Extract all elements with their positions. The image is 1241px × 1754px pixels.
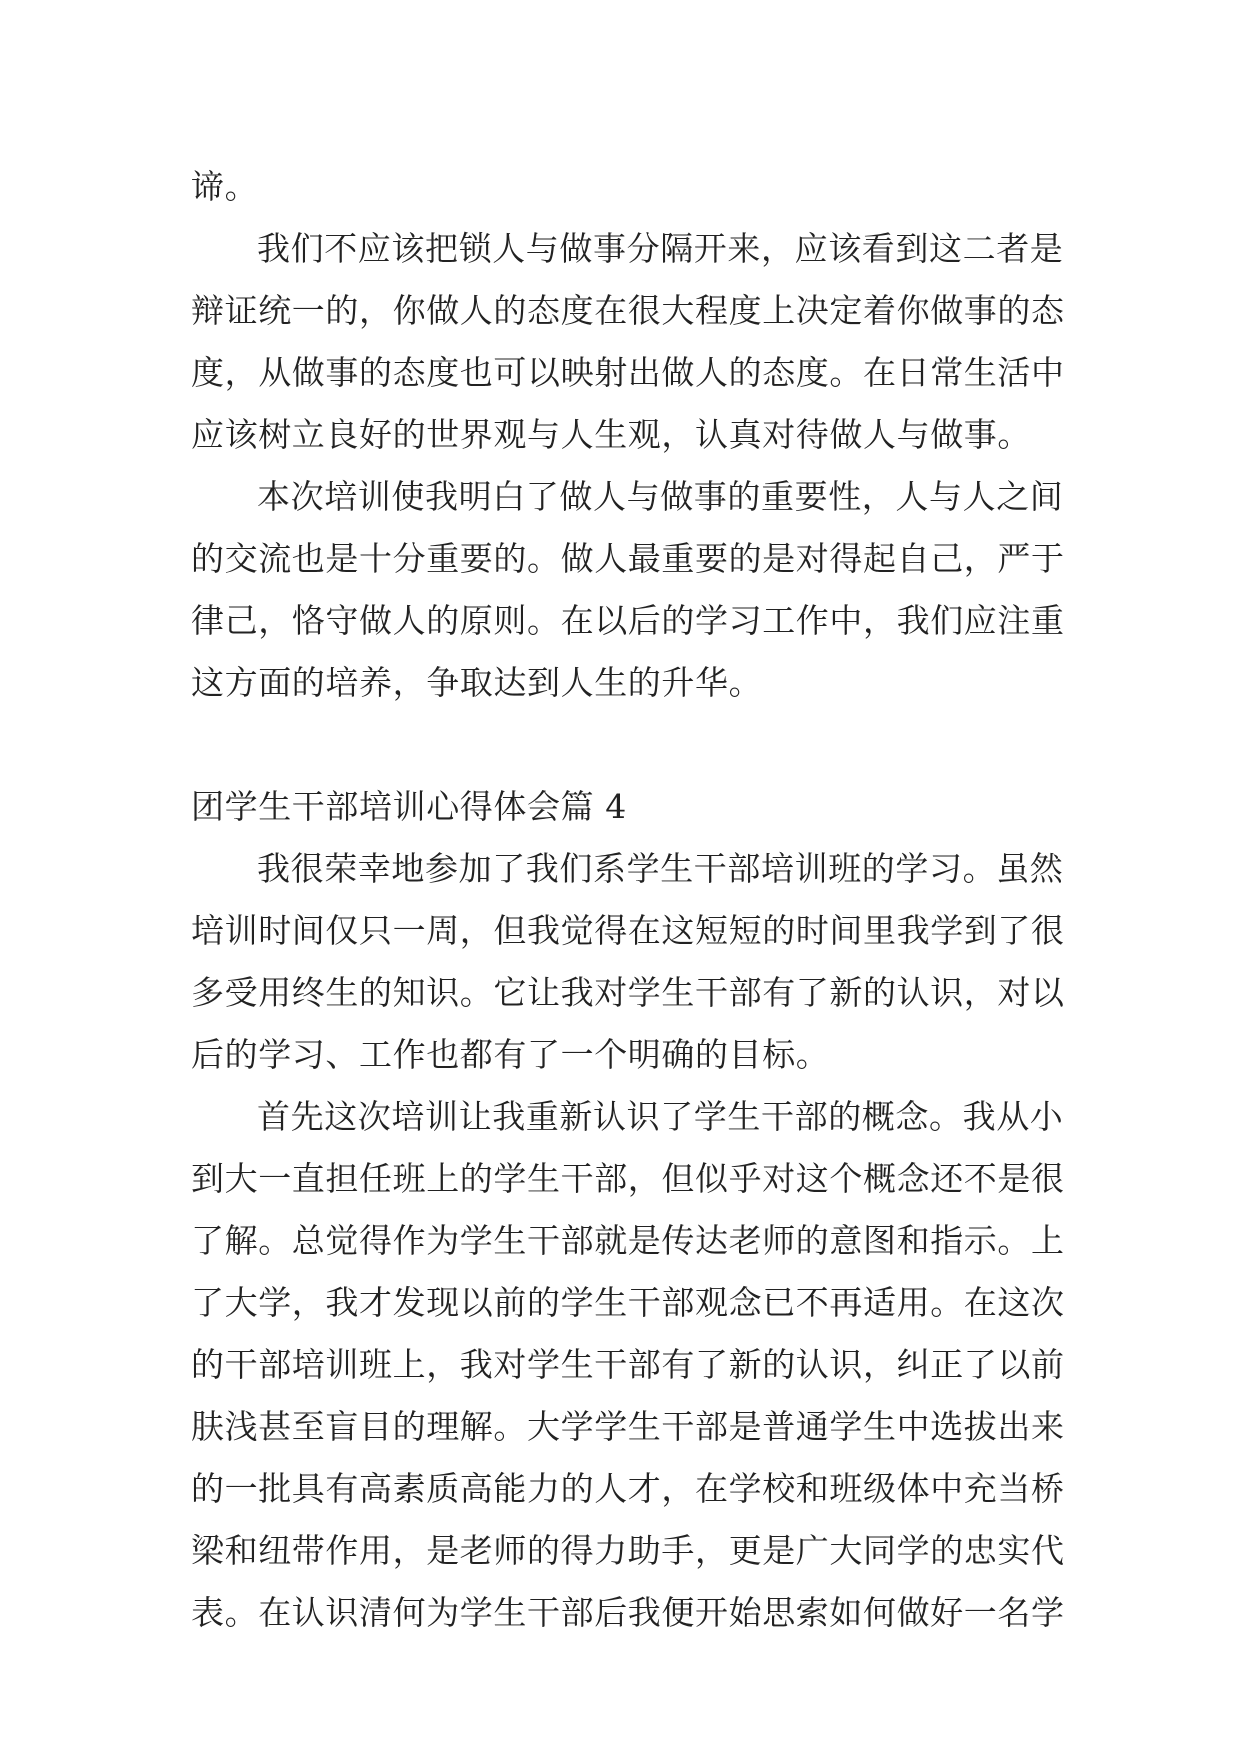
paragraph-line: 本次培训使我明白了做人与做事的重要性，人与人之间 [257,477,1064,516]
paragraph-line: 的交流也是十分重要的。做人最重要的是对得起自己，严于 [191,539,1065,578]
section-gap [191,714,1061,776]
paragraph-line: 到大一直担任班上的学生干部，但似乎对这个概念还不是很 [191,1159,1065,1198]
document-body [191,156,1065,1644]
paragraph-line: 了大学，我才发现以前的学生干部观念已不再适用。在这次 [191,1283,1065,1322]
paragraph-line: 我们不应该把锁人与做事分隔开来，应该看到这二者是 [257,229,1064,268]
paragraph-line: 的干部培训班上，我对学生干部有了新的认识，纠正了以前 [191,1345,1065,1384]
paragraph-line: 肤浅甚至盲目的理解。大学学生干部是普通学生中选拔出来 [191,1407,1065,1446]
paragraph-line: 了解。总觉得作为学生干部就是传达老师的意图和指示。上 [191,1221,1065,1260]
paragraph-line: 的一批具有高素质高能力的人才，在学校和班级体中充当桥 [191,1469,1065,1508]
paragraph-line: 律己，恪守做人的原则。在以后的学习工作中，我们应注重 [191,601,1065,640]
paragraph-line: 表。在认识清何为学生干部后我便开始思索如何做好一名学 [191,1593,1065,1632]
paragraph-line: 梁和纽带作用，是老师的得力助手，更是广大同学的忠实代 [191,1531,1065,1570]
section-title: 团学生干部培训心得体会篇 4 [191,787,627,826]
paragraph-line: 我很荣幸地参加了我们系学生干部培训班的学习。虽然 [257,849,1064,888]
paragraph-line: 谛。 [191,167,259,206]
paragraph-line: 后的学习、工作也都有了一个明确的目标。 [191,1035,830,1074]
paragraph-line: 多受用终生的知识。它让我对学生干部有了新的认识，对以 [191,973,1065,1012]
paragraph-line: 培训时间仅只一周，但我觉得在这短短的时间里我学到了很 [191,911,1065,950]
paragraph-line: 应该树立良好的世界观与人生观，认真对待做人与做事。 [191,415,1031,454]
paragraph-line: 度，从做事的态度也可以映射出做人的态度。在日常生活中 [191,353,1065,392]
paragraph-line: 首先这次培训让我重新认识了学生干部的概念。我从小 [257,1097,1064,1136]
paragraph-line: 辩证统一的，你做人的态度在很大程度上决定着你做事的态 [191,291,1065,330]
paragraph-line: 这方面的培养，争取达到人生的升华。 [191,663,763,702]
